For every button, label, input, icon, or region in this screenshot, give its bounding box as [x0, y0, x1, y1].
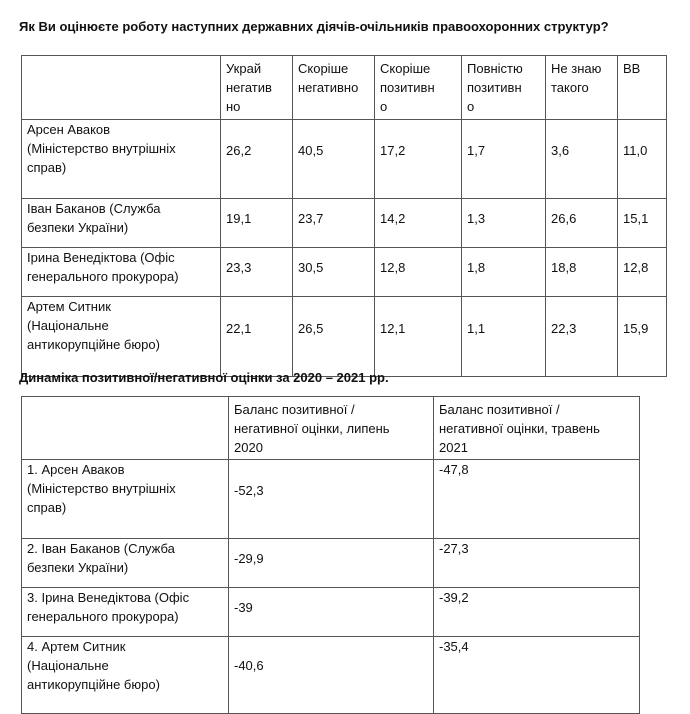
- table-row: [22, 120, 667, 199]
- balance-2020-cell: -29,9: [229, 539, 434, 588]
- value-cell: 15,1: [618, 199, 667, 248]
- value-cell: 14,2: [375, 199, 462, 248]
- balance-2021-cell: -39,2: [434, 588, 640, 637]
- balance-2020-cell: -52,3: [229, 460, 434, 539]
- table-header-row: [22, 56, 667, 120]
- balance-2020-cell: -40,6: [229, 637, 434, 714]
- value-cell: 26,2: [221, 120, 293, 199]
- official-name-cell: Арсен Аваков (Міністерство внутрішніх справ): [22, 120, 221, 199]
- header-cell: Баланс позитивної / негативної оцінки, травень 2021: [434, 397, 640, 460]
- value-cell: 26,6: [546, 199, 618, 248]
- rating-dynamics-table: [21, 396, 640, 714]
- value-cell: 1,7: [462, 120, 546, 199]
- value-cell: 22,1: [221, 297, 293, 377]
- header-cell: Не знаю такого: [546, 56, 618, 120]
- value-cell: 40,5: [293, 120, 375, 199]
- value-cell: 30,5: [293, 248, 375, 297]
- table-row: [22, 637, 640, 714]
- table-row: [22, 248, 667, 297]
- balance-2021-cell: -35,4: [434, 637, 640, 714]
- value-cell: 19,1: [221, 199, 293, 248]
- header-cell: Скоріше позитивн о: [375, 56, 462, 120]
- balance-2021-cell: -47,8: [434, 460, 640, 539]
- table-row: [22, 539, 640, 588]
- header-cell: Баланс позитивної / негативної оцінки, липень 2020: [229, 397, 434, 460]
- value-cell: 18,8: [546, 248, 618, 297]
- balance-2020-cell: -39: [229, 588, 434, 637]
- value-cell: 12,8: [375, 248, 462, 297]
- header-cell-empty: [22, 56, 221, 120]
- header-cell-empty: [22, 397, 229, 460]
- official-name-cell: Ірина Венедіктова (Офіс генерального прокурора): [22, 248, 221, 297]
- table-row: [22, 460, 640, 539]
- value-cell: 26,5: [293, 297, 375, 377]
- value-cell: 23,7: [293, 199, 375, 248]
- value-cell: 1,1: [462, 297, 546, 377]
- table-row: [22, 588, 640, 637]
- official-name-cell: Іван Баканов (Служба безпеки України): [22, 199, 221, 248]
- table-header-row: [22, 397, 640, 460]
- value-cell: 1,3: [462, 199, 546, 248]
- table-row: [22, 199, 667, 248]
- value-cell: 23,3: [221, 248, 293, 297]
- value-cell: 11,0: [618, 120, 667, 199]
- official-name-cell: 2. Іван Баканов (Служба безпеки України): [22, 539, 229, 588]
- value-cell: 22,3: [546, 297, 618, 377]
- value-cell: 12,8: [618, 248, 667, 297]
- value-cell: 17,2: [375, 120, 462, 199]
- header-cell: Повністю позитивн о: [462, 56, 546, 120]
- officials-rating-table: [21, 55, 667, 377]
- official-name-cell: 1. Арсен Аваков (Міністерство внутрішніх справ): [22, 460, 229, 539]
- table-row: [22, 297, 667, 377]
- balance-2021-cell: -27,3: [434, 539, 640, 588]
- table1-title: Як Ви оцінюєте роботу наступних державних діячів-очільників правоохоронних структур?: [19, 19, 609, 34]
- value-cell: 1,8: [462, 248, 546, 297]
- header-cell: Украй негатив но: [221, 56, 293, 120]
- value-cell: 15,9: [618, 297, 667, 377]
- official-name-cell: 3. Ірина Венедіктова (Офіс генерального прокурора): [22, 588, 229, 637]
- header-cell: Скоріше негативно: [293, 56, 375, 120]
- table2-title: Динаміка позитивної/негативної оцінки за 2020 – 2021 рр.: [19, 370, 389, 385]
- header-cell: ВВ: [618, 56, 667, 120]
- value-cell: 12,1: [375, 297, 462, 377]
- value-cell: 3,6: [546, 120, 618, 199]
- official-name-cell: 4. Артем Ситник (Національне антикорупційне бюро): [22, 637, 229, 714]
- official-name-cell: Артем Ситник (Національне антикорупційне бюро): [22, 297, 221, 377]
